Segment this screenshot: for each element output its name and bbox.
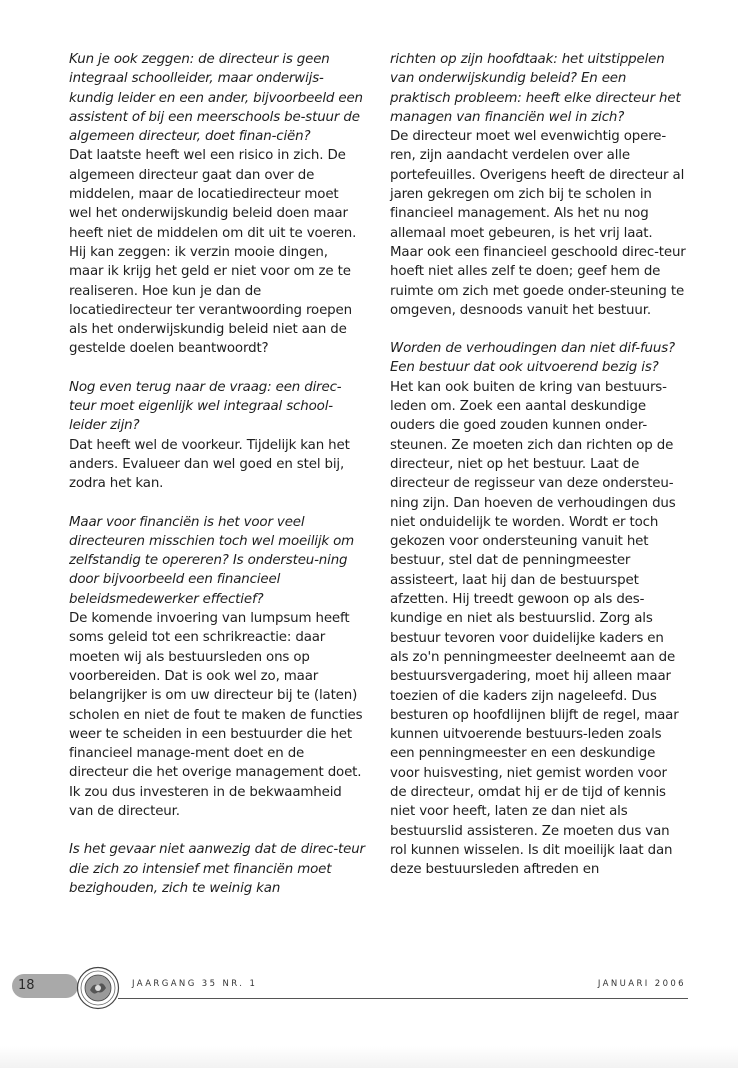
question-4-continued: richten op zijn hoofdtaak: het uitstippelen van onderwijskundig beleid? En een praktisch probleem: heeft elke directeur het managen van financiën wel in zich?	[390, 52, 681, 125]
answer-3: De komende invoering van lumpsum heeft soms geleid tot een schrikreactie: daar moeten wij als bestuursleden ons op voorbereiden. Dat is ook wel zo, maar belangrijker is om uw directeur bij te (laten) scholen en niet de fout te maken de functies weer te scheiden in een bestuurder die het financieel manage-ment doet en de directeur die het overige management doet. Ik zou dus investeren in de bekwaamheid van de directeur.	[69, 611, 363, 819]
journal-issue: JAARGANG 35 NR. 1	[132, 979, 258, 989]
issue-date: JANUARI 2006	[597, 979, 686, 989]
right-column	[390, 50, 686, 879]
answer-1: Dat laatste heeft wel een risico in zich. De algemeen directeur gaat dan over de middelen, maar de locatiedirecteur moet wel het onderwijskundig beleid doen maar heeft niet de middelen om dit uit te voeren. Hij kan zeggen: ik verzin mooie dingen, maar ik krijg het geld er niet voor om ze te realiseren. Hoe kun je dan de locatiedirecteur ter verantwoording roepen als het onderwijskundig beleid niet aan de gestelde doelen beantwoordt?	[69, 148, 357, 357]
answer-2: Dat heeft wel de voorkeur. Tijdelijk kan het anders. Evalueer dan wel goed en stel bij, zodra het kan.	[69, 437, 350, 492]
seal-emblem-icon	[76, 966, 120, 1010]
question-1: Kun je ook zeggen: de directeur is geen integraal schoolleider, maar onderwijs-kundig leider en een ander, bijvoorbeeld een assistent of bij een meerschools be-stuur de algemeen directeur, doet finan-ciën?	[69, 52, 363, 145]
page-number: 18	[12, 974, 78, 998]
page-edge	[0, 1046, 738, 1068]
footer-rule	[118, 998, 688, 999]
left-column	[69, 50, 365, 898]
page-footer	[0, 972, 738, 1002]
answer-4: De directeur moet wel evenwichtig opere-ren, zijn aandacht verdelen over alle portefeuilles. Overigens heeft de directeur al jaren gekregen om zich bij te scholen in financieel management. Als het nu nog allemaal moet gebeuren, is het vrij laat. Maar ook een financieel geschoold direc-teur hoeft niet alles zelf te doen; geef hem de ruimte om zich met goede onder-steuning te omgeven, desnoods vanuit het bestuur.	[390, 129, 686, 318]
answer-5: Het kan ook buiten de kring van bestuurs-leden om. Zoek een aantal deskundige ouders die goed zouden kunnen onder-steunen. Ze moeten zich dan richten op de directeur, niet op het bestuur. Laat de directeur de regisseur van deze ondersteu-ning zijn. Dan hoeven de verhoudingen dus niet onduidelijk te worden. Wordt er toch gekozen voor ondersteuning vanuit het bestuur, stel dat de penningmeester assisteert, laat hij dan de bestuurspet afzetten. Hij treedt gewoon op als des-kundige en niet als bestuurslid. Zorg als bestuur tevoren voor duidelijke kaders en als zo'n penningmeester deelneemt aan de bestuursvergadering, moet hij alleen maar toezien of die kaders zijn nageleefd. Dus besturen op hoofdlijnen blijft de regel, maar kunnen uitvoerende bestuurs-leden zoals een penningmeester en een deskundige voor huisvesting, niet gemist worden voor de directeur, omdat hij er de tijd of kennis niet voor heeft, laten ze dan niet als bestuurslid assisteren. Ze moeten dus van rol kunnen wisselen. Is dit moeilijk laat dan deze bestuursleden aftreden en	[390, 379, 679, 878]
question-5: Worden de verhoudingen dan niet dif-fuus? Een bestuur dat ook uitvoerend bezig is?	[390, 341, 675, 376]
question-3: Maar voor financiën is het voor veel directeuren misschien toch wel moeilijk om zelfstandig te opereren? Is ondersteu-ning door bijvoorbeeld een financieel beleidsmedewerker effectief?	[69, 514, 355, 607]
question-2: Nog even terug naar de vraag: een direc-teur moet eigenlijk wel integraal school-leider zijn?	[69, 379, 342, 434]
question-4: Is het gevaar niet aanwezig dat de direc-teur die zich zo intensief met financiën moet bezighouden, zich te weinig kan	[69, 842, 365, 896]
